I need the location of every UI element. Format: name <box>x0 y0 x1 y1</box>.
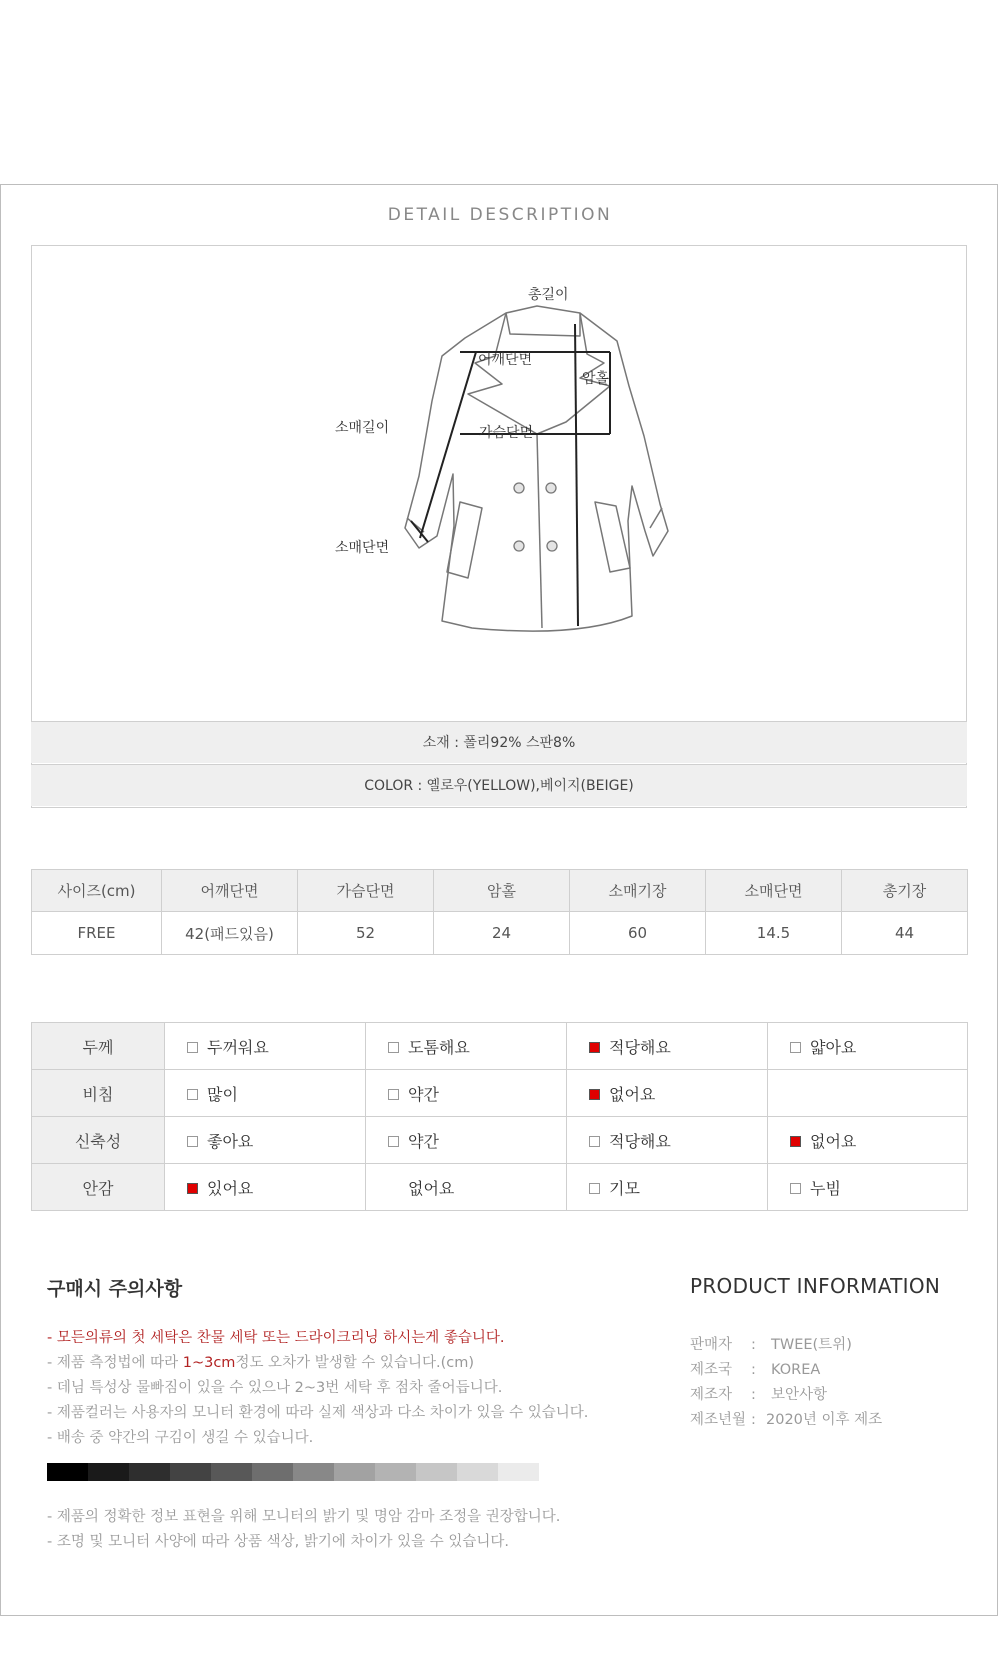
notes-title: 구매시 주의사항 <box>47 1278 183 1300</box>
unchecked-box-icon <box>388 1136 399 1147</box>
measurement-diagram <box>31 245 967 808</box>
cell-shoulder: 42(패드있음) <box>162 912 298 955</box>
label-shoulder: 어깨단면 <box>478 352 533 368</box>
checked-box-icon <box>589 1089 600 1100</box>
note-text: - 제품 측정법에 따라 <box>47 1355 183 1371</box>
attribute-option <box>567 1117 768 1164</box>
gray-swatch <box>211 1463 252 1481</box>
attribute-option <box>768 1070 968 1117</box>
gray-swatch <box>88 1463 129 1481</box>
attribute-option-label: 있어요 <box>207 1178 254 1198</box>
table-row <box>32 1023 968 1070</box>
note-line: - 제품의 정확한 정보 표현을 위해 모니터의 밝기 및 명암 감마 조정을 권장합니다. <box>47 1509 561 1525</box>
label-chest: 가슴단면 <box>479 425 534 441</box>
gray-swatch <box>457 1463 498 1481</box>
sleeve-length-line <box>420 352 476 538</box>
gray-swatch <box>416 1463 457 1481</box>
product-info-seller <box>690 1333 852 1354</box>
product-info-maker <box>690 1383 827 1404</box>
info-key: 제조년월 <box>690 1412 747 1428</box>
info-value: TWEE(트위) <box>771 1337 852 1353</box>
attribute-option-label: 기모 <box>609 1178 640 1198</box>
gray-swatch <box>334 1463 375 1481</box>
gray-swatch <box>293 1463 334 1481</box>
attribute-option-label: 도톰해요 <box>408 1037 470 1057</box>
header-sleeve-width: 소매단면 <box>706 870 842 912</box>
info-key: 제조국 <box>690 1362 733 1378</box>
gray-swatch <box>129 1463 170 1481</box>
checked-box-icon <box>187 1183 198 1194</box>
product-info-country <box>690 1358 820 1379</box>
unchecked-box-icon <box>388 1042 399 1053</box>
cell-size: FREE <box>32 912 162 955</box>
label-armhole: 암홀 <box>582 371 610 387</box>
unchecked-box-icon <box>790 1042 801 1053</box>
gray-swatch <box>498 1463 539 1481</box>
gray-scale-strip <box>47 1463 539 1481</box>
header-sleeve-length: 소매기장 <box>570 870 706 912</box>
header-chest: 가슴단면 <box>298 870 434 912</box>
attribute-option-label: 없어요 <box>408 1178 455 1198</box>
attribute-option <box>567 1164 768 1211</box>
checked-box-icon <box>589 1042 600 1053</box>
attribute-option <box>768 1023 968 1070</box>
attribute-name: 두께 <box>32 1023 165 1070</box>
attribute-option-label: 적당해요 <box>609 1037 671 1057</box>
note-line: - 조명 및 모니터 사양에 따라 상품 색상, 밝기에 차이가 있을 수 있습니다. <box>47 1534 509 1550</box>
info-colon: : <box>751 1387 756 1403</box>
right-pocket <box>595 502 630 572</box>
attribute-option-label: 없어요 <box>810 1131 857 1151</box>
coat-illustration <box>32 246 966 726</box>
unchecked-box-icon <box>589 1183 600 1194</box>
cell-sleeve-width: 14.5 <box>706 912 842 955</box>
length-line <box>575 324 578 626</box>
fabric-attributes-table <box>31 1022 968 1211</box>
product-info-date <box>690 1408 882 1429</box>
attribute-option <box>366 1070 567 1117</box>
header-shoulder: 어깨단면 <box>162 870 298 912</box>
note-line: - 데님 특성상 물빠짐이 있을 수 있으나 2~3번 세탁 후 점차 줄어듭니다. <box>47 1380 503 1396</box>
attribute-option <box>165 1117 366 1164</box>
attribute-option <box>567 1023 768 1070</box>
header-armhole: 암홀 <box>434 870 570 912</box>
info-key: 제조자 <box>690 1387 733 1403</box>
table-row <box>32 912 968 955</box>
unchecked-box-icon <box>589 1136 600 1147</box>
size-table-header <box>32 870 968 912</box>
sleeve-width-line <box>411 521 428 542</box>
cell-sleeve-length: 60 <box>570 912 706 955</box>
checked-box-icon <box>790 1136 801 1147</box>
collar-back <box>506 313 580 336</box>
header-total-length: 총기장 <box>842 870 968 912</box>
unchecked-box-icon <box>187 1089 198 1100</box>
note-line <box>47 1351 474 1372</box>
attribute-option-label: 얇아요 <box>810 1037 857 1057</box>
unchecked-box-icon <box>187 1136 198 1147</box>
info-value: 보안사항 <box>771 1387 828 1403</box>
attribute-name: 비침 <box>32 1070 165 1117</box>
unchecked-box-icon <box>187 1042 198 1053</box>
attribute-option <box>768 1164 968 1211</box>
attribute-option <box>768 1117 968 1164</box>
unchecked-box-icon <box>790 1183 801 1194</box>
button <box>546 483 556 493</box>
attribute-option <box>165 1164 366 1211</box>
cell-armhole: 24 <box>434 912 570 955</box>
table-row <box>32 1070 968 1117</box>
cell-total-length: 44 <box>842 912 968 955</box>
attribute-name: 안감 <box>32 1164 165 1211</box>
info-colon: : <box>751 1412 756 1428</box>
coat-outline <box>405 306 668 631</box>
button <box>514 483 524 493</box>
attribute-option <box>165 1070 366 1117</box>
table-row <box>32 1164 968 1211</box>
note-text: 정도 오차가 발생할 수 있습니다.(cm) <box>235 1355 474 1371</box>
gray-swatch <box>47 1463 88 1481</box>
table-row <box>32 1117 968 1164</box>
unchecked-box-icon <box>388 1089 399 1100</box>
attribute-option-label: 없어요 <box>609 1084 656 1104</box>
attribute-option <box>366 1117 567 1164</box>
cell-chest: 52 <box>298 912 434 955</box>
button <box>547 541 557 551</box>
product-info-title: PRODUCT INFORMATION <box>690 1274 941 1298</box>
size-table <box>31 869 968 955</box>
info-value: KOREA <box>771 1362 821 1378</box>
attribute-option-label: 적당해요 <box>609 1131 671 1151</box>
info-colon: : <box>751 1362 756 1378</box>
label-sleeve-width: 소매단면 <box>335 540 390 556</box>
note-highlight: 1~3cm <box>182 1355 236 1371</box>
left-pocket <box>447 502 482 578</box>
attribute-option-label: 좋아요 <box>207 1131 254 1151</box>
center-line <box>537 434 542 628</box>
attribute-option-label: 많이 <box>207 1084 238 1104</box>
attribute-option <box>567 1070 768 1117</box>
attribute-option-label: 누빔 <box>810 1178 841 1198</box>
attribute-option <box>366 1164 567 1211</box>
attribute-option-label: 약간 <box>408 1084 439 1104</box>
right-cuff <box>650 508 662 528</box>
label-sleeve-length: 소매길이 <box>335 420 390 436</box>
attribute-option-label: 약간 <box>408 1131 439 1151</box>
note-line: - 배송 중 약간의 구김이 생길 수 있습니다. <box>47 1430 314 1446</box>
material-row: 소재 : 폴리92% 스판8% <box>31 721 967 763</box>
button <box>514 541 524 551</box>
info-key: 판매자 <box>690 1337 733 1353</box>
note-line: - 제품컬러는 사용자의 모니터 환경에 따라 실제 색상과 다소 차이가 있을 수 있습니다. <box>47 1405 589 1421</box>
gray-swatch <box>252 1463 293 1481</box>
gray-swatch <box>375 1463 416 1481</box>
section-title: DETAIL DESCRIPTION <box>387 205 613 225</box>
label-total-length: 총길이 <box>528 287 569 303</box>
left-lapel <box>468 313 537 434</box>
info-value: 2020년 이후 제조 <box>766 1412 883 1428</box>
attribute-option <box>165 1023 366 1070</box>
note-line: - 모든의류의 첫 세탁은 찬물 세탁 또는 드라이크리닝 하시는게 좋습니다. <box>47 1330 505 1346</box>
attribute-name: 신축성 <box>32 1117 165 1164</box>
info-colon: : <box>751 1337 756 1353</box>
header-size: 사이즈(cm) <box>32 870 162 912</box>
color-row: COLOR : 옐로우(YELLOW),베이지(BEIGE) <box>31 764 967 806</box>
attribute-option-label: 두꺼워요 <box>207 1037 269 1057</box>
attribute-option <box>366 1023 567 1070</box>
gray-swatch <box>170 1463 211 1481</box>
